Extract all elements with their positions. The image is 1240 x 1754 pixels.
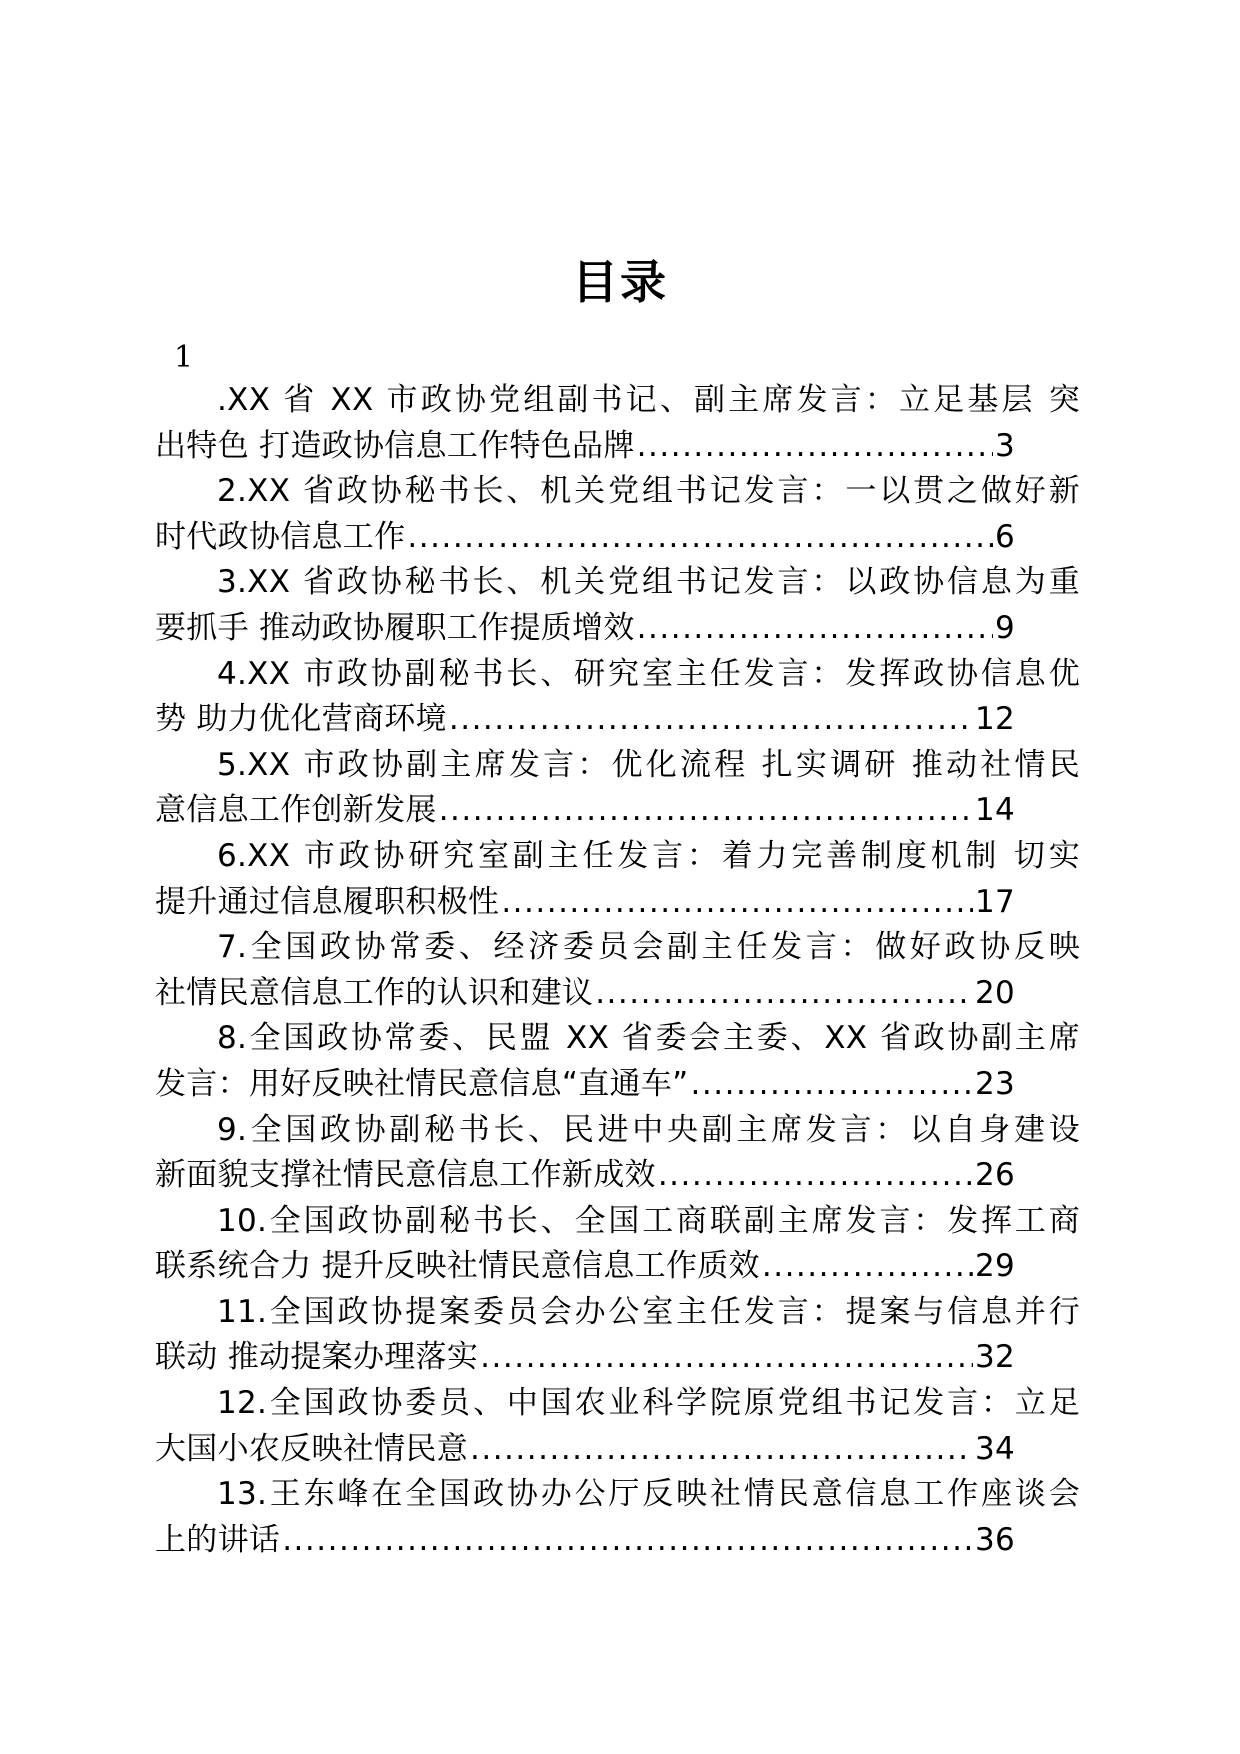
toc-entry-title-line1: .XX 省 XX 市政协党组副书记、副主席发言：立足基层 突 [217, 382, 1080, 418]
toc-entry[interactable] [155, 1290, 1080, 1381]
dot-leader [439, 788, 973, 834]
toc-entry-line2 [155, 880, 1015, 926]
toc-entry[interactable] [155, 925, 1080, 1016]
toc-title: 目录 [572, 255, 668, 309]
toc-entry-title-line2: 提升通过信息履职积极性 [155, 883, 500, 920]
toc-entry-title-line1: 3.XX 省政协秘书长、机关党组书记发言：以政协信息为重 [217, 564, 1080, 601]
toc-entry-line2 [155, 1335, 1015, 1381]
table-of-contents [155, 378, 1080, 1563]
dot-leader [637, 424, 993, 470]
toc-page-number: 29 [974, 1248, 1015, 1285]
toc-page-number: 34 [974, 1430, 1015, 1467]
toc-entry-title-line2: 势 助力优化营商环境 [155, 701, 447, 738]
toc-entry-title-line1: 2.XX 省政协秘书长、机关党组书记发言：一以贯之做好新 [217, 473, 1080, 510]
dot-leader [501, 880, 973, 926]
toc-entry[interactable] [155, 1108, 1080, 1199]
dot-leader [691, 1062, 973, 1108]
toc-entry[interactable] [155, 378, 1080, 469]
dot-leader [658, 1153, 973, 1199]
toc-entry-title-line1: 11.全国政协提案委员会办公室主任发言：提案与信息并行 [217, 1293, 1080, 1330]
toc-entry[interactable] [155, 834, 1080, 925]
toc-entry-title-line1: 8.全国政协常委、民盟 XX 省委会主委、XX 省政协副主席 [217, 1020, 1080, 1057]
toc-entry-line2 [155, 515, 1015, 561]
toc-page-number: 14 [974, 792, 1015, 829]
toc-page-number: 36 [974, 1521, 1015, 1558]
toc-entry[interactable] [155, 1016, 1080, 1107]
toc-page-number: 6 [994, 518, 1015, 555]
toc-page-number: 20 [974, 974, 1015, 1011]
toc-entry-title-line2: 上的讲话 [155, 1521, 281, 1558]
toc-entry-line2 [155, 1427, 1015, 1473]
toc-page-number: 12 [974, 701, 1015, 738]
toc-entry-line2 [155, 788, 1015, 834]
toc-entry-title-line1: 5.XX 市政协副主席发言：优化流程 扎实调研 推动社情民 [217, 746, 1080, 783]
dot-leader [282, 1518, 973, 1564]
toc-entry[interactable] [155, 743, 1080, 834]
toc-entry-line2 [155, 424, 1015, 470]
toc-entry-title-line2: 时代政协信息工作 [155, 518, 406, 555]
toc-entry-title-line1: 6.XX 市政协研究室副主任发言：着力完善制度机制 切实 [217, 837, 1080, 874]
list-marker: 1 [174, 340, 194, 375]
toc-entry-line2 [155, 1153, 1015, 1199]
toc-entry-title-line1: 12.全国政协委员、中国农业科学院原党组书记发言：立足 [217, 1385, 1080, 1422]
toc-entry-title-line2: 意信息工作创新发展 [155, 792, 437, 829]
toc-entry-title-line2: 联系统合力 提升反映社情民意信息工作质效 [155, 1248, 760, 1285]
toc-entry-title-line1: 4.XX 市政协副秘书长、研究室主任发言：发挥政协信息优 [217, 655, 1080, 692]
toc-entry[interactable] [155, 1472, 1080, 1563]
toc-page-number: 9 [994, 609, 1015, 646]
toc-entry-title-line1: 10.全国政协副秘书长、全国工商联副主席发言：发挥工商 [217, 1202, 1080, 1239]
toc-entry-title-line2: 出特色 打造政协信息工作特色品牌 [155, 427, 635, 464]
toc-entry-title-line2: 社情民意信息工作的认识和建议 [155, 974, 594, 1011]
toc-page-number: 3 [994, 427, 1015, 464]
toc-entry-line2 [155, 971, 1015, 1017]
toc-entry-line2 [155, 1062, 1015, 1108]
toc-entry-line2 [155, 697, 1015, 743]
toc-entry-line2 [155, 1244, 1015, 1290]
dot-leader [449, 697, 973, 743]
toc-entry-title-line2: 大国小农反映社情民意 [155, 1430, 468, 1467]
dot-leader [480, 1335, 973, 1381]
dot-leader [407, 515, 993, 561]
toc-page-number: 23 [974, 1065, 1015, 1102]
toc-entry-title-line1: 9.全国政协副秘书长、民进中央副主席发言：以自身建设 [217, 1111, 1080, 1148]
toc-entry[interactable] [155, 1381, 1080, 1472]
dot-leader [470, 1427, 973, 1473]
toc-entry-title-line2: 发言：用好反映社情民意信息“直通车” [155, 1065, 689, 1102]
toc-page-number: 32 [974, 1339, 1015, 1376]
dot-leader [762, 1244, 973, 1290]
toc-entry-line2 [155, 1518, 1015, 1564]
toc-entry[interactable] [155, 1199, 1080, 1290]
toc-page-number: 26 [974, 1157, 1015, 1194]
toc-entry-title-line1: 7.全国政协常委、经济委员会副主任发言：做好政协反映 [217, 929, 1080, 966]
toc-entry[interactable] [155, 560, 1080, 651]
toc-entry[interactable] [155, 469, 1080, 560]
toc-entry-title-line2: 联动 推动提案办理落实 [155, 1339, 479, 1376]
toc-entry-title-line2: 要抓手 推动政协履职工作提质增效 [155, 609, 635, 646]
toc-page-number: 17 [974, 883, 1015, 920]
dot-leader [637, 606, 993, 652]
toc-entry[interactable] [155, 652, 1080, 743]
dot-leader [595, 971, 973, 1017]
toc-entry-title-line1: 13.王东峰在全国政协办公厅反映社情民意信息工作座谈会 [217, 1476, 1080, 1513]
toc-entry-title-line2: 新面貌支撑社情民意信息工作新成效 [155, 1157, 656, 1194]
toc-entry-line2 [155, 606, 1015, 652]
